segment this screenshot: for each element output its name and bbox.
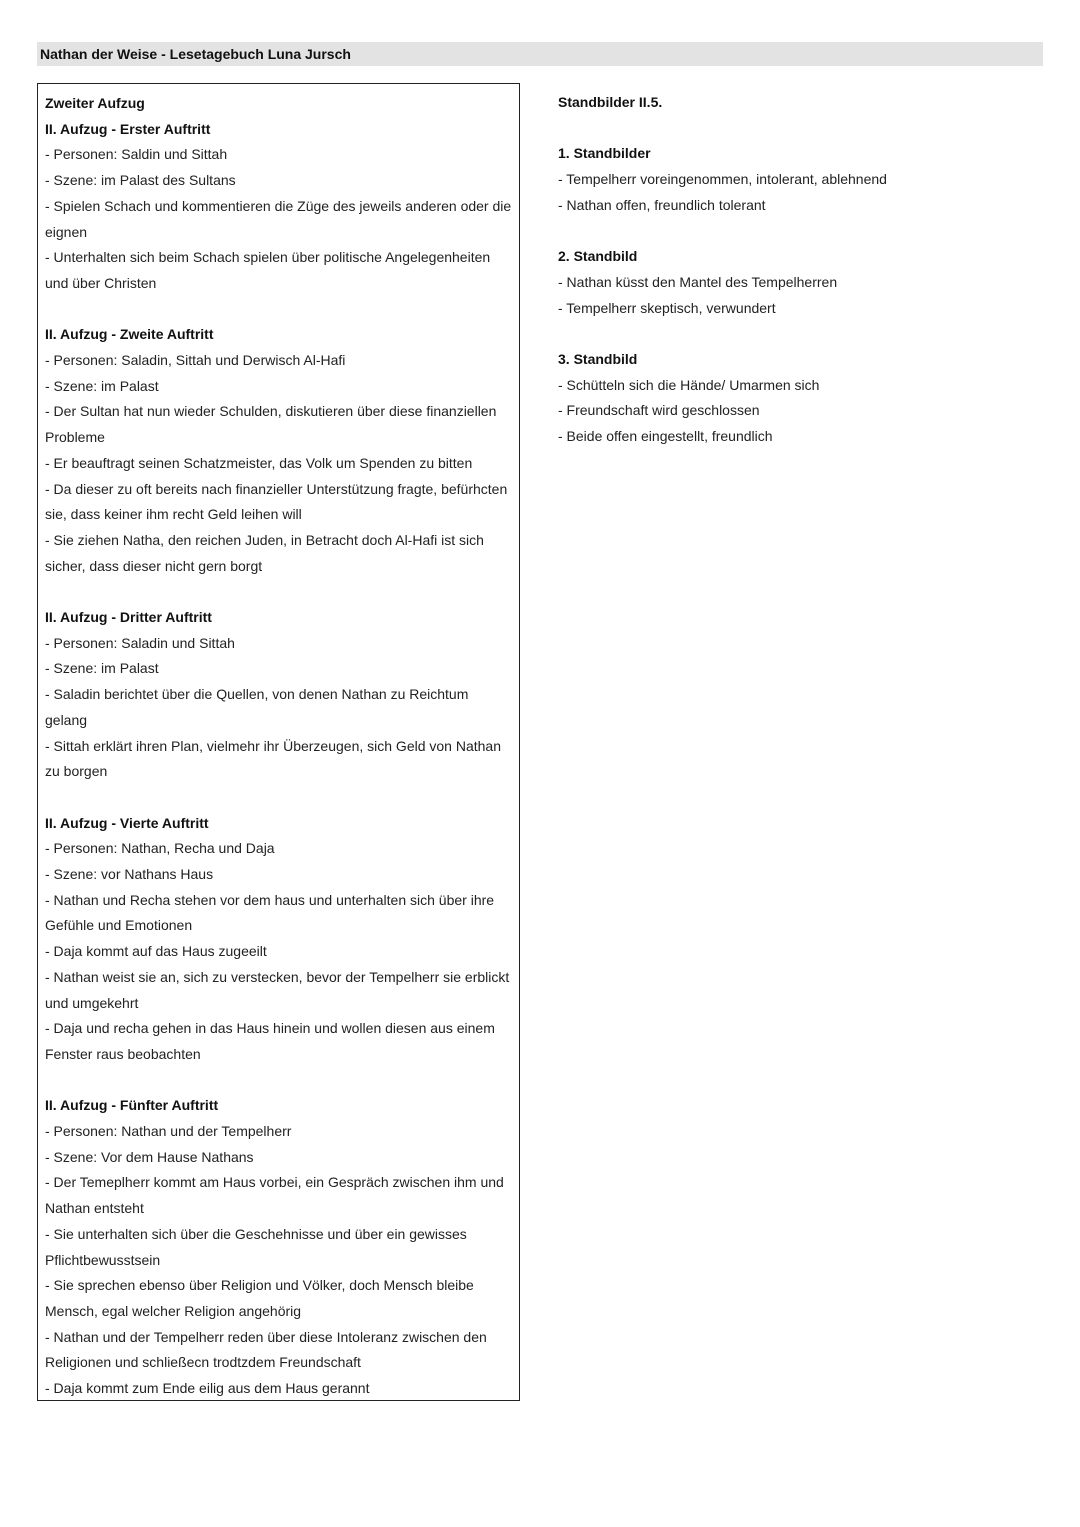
left-heading: Zweiter Aufzug: [45, 95, 145, 111]
section-line: - Personen: Nathan und der Tempelherr: [45, 1123, 292, 1140]
section-line: - Nathan und Recha stehen vor dem haus und unterhalten sich über ihre: [45, 891, 495, 908]
section-line: - Personen: Saladin, Sittah und Derwisch Al-Hafi: [45, 352, 346, 369]
section-line: und umgekehrt: [45, 994, 139, 1011]
section-line: - Nathan küsst den Mantel des Tempelherren: [558, 273, 838, 290]
right-standbilder-column: [558, 90, 1038, 450]
header-bar: [37, 42, 1043, 66]
section-line: - Tempelherr skeptisch, verwundert: [558, 299, 776, 316]
document-title: Nathan der Weise - Lesetagebuch Luna Jursch: [40, 46, 351, 62]
section-line: - Daja kommt zum Ende eilig aus dem Haus gerannt: [45, 1380, 370, 1397]
section-line: zu borgen: [45, 763, 108, 780]
section-spacer: [558, 116, 1038, 142]
section-line: Nathan entsteht: [45, 1200, 144, 1217]
section-line: - Szene: im Palast des Sultans: [45, 172, 236, 189]
section-spacer: [45, 297, 515, 323]
section-line: eignen: [45, 223, 88, 240]
section-line: - Szene: im Palast: [45, 377, 159, 394]
section-spacer: [45, 785, 515, 811]
left-summary-box: [37, 83, 520, 1401]
section-title: 2. Standbild: [558, 248, 638, 265]
section-line: - Sie sprechen ebenso über Religion und Völker, doch Mensch bleibe: [45, 1277, 474, 1294]
section-title: II. Aufzug - Dritter Auftritt: [45, 609, 212, 626]
section-line: - Sie unterhalten sich über die Geschehnisse und über ein gewisses: [45, 1225, 467, 1242]
section-title: 1. Standbilder: [558, 145, 651, 162]
section-spacer: [558, 219, 1038, 245]
section-line: - Szene: Vor dem Hause Nathans: [45, 1148, 254, 1165]
section-line: - Daja und recha gehen in das Haus hinein und wollen diesen aus einem: [45, 1020, 495, 1037]
section-line: - Beide offen eingestellt, freundlich: [558, 428, 773, 445]
section-line: - Szene: im Palast: [45, 660, 159, 677]
section-line: - Personen: Saladin und Sittah: [45, 634, 235, 651]
section-line: - Nathan und der Tempelherr reden über diese Intoleranz zwischen den: [45, 1328, 487, 1345]
section-line: - Schütteln sich die Hände/ Umarmen sich: [558, 376, 820, 393]
right-heading: Standbilder II.5.: [558, 94, 663, 110]
section-line: - Da dieser zu oft bereits nach finanzieller Unterstützung fragte, befürhcten: [45, 480, 508, 497]
section-line: sie, dass keiner ihm recht Geld leihen will: [45, 506, 302, 523]
section-line: - Der Sultan hat nun wieder Schulden, diskutieren über diese finanziellen: [45, 403, 497, 420]
section-line: Probleme: [45, 429, 105, 446]
section-line: - Der Temeplherr kommt am Haus vorbei, ein Gespräch zwischen ihm und: [45, 1174, 504, 1191]
section-line: - Freundschaft wird geschlossen: [558, 402, 760, 419]
section-line: Pflichtbewusstsein: [45, 1251, 161, 1268]
section-title: II. Aufzug - Erster Auftritt: [45, 120, 211, 137]
section-line: gelang: [45, 711, 88, 728]
section-line: - Sittah erklärt ihren Plan, vielmehr ihr Überzeugen, sich Geld von Nathan: [45, 737, 501, 754]
section-line: - Tempelherr voreingenommen, intolerant, ablehnend: [558, 171, 887, 188]
section-line: und über Christen: [45, 274, 157, 291]
section-title: II. Aufzug - Fünfter Auftritt: [45, 1097, 219, 1114]
section-line: - Sie ziehen Natha, den reichen Juden, in Betracht doch Al-Hafi ist sich: [45, 531, 484, 548]
section-line: - Personen: Nathan, Recha und Daja: [45, 840, 275, 857]
section-line: - Saladin berichtet über die Quellen, von denen Nathan zu Reichtum: [45, 686, 469, 703]
section-line: Gefühle und Emotionen: [45, 917, 193, 934]
section-line: Religionen und schließecn trodtzdem Freundschaft: [45, 1354, 361, 1371]
left-summary-content: [45, 91, 515, 1402]
section-title: II. Aufzug - Zweite Auftritt: [45, 326, 214, 343]
section-spacer: [558, 321, 1038, 347]
section-spacer: [45, 579, 515, 605]
section-spacer: [45, 1068, 515, 1094]
section-line: - Nathan weist sie an, sich zu verstecken, bevor der Tempelherr sie erblickt: [45, 968, 510, 985]
section-title: II. Aufzug - Vierte Auftritt: [45, 814, 209, 831]
section-line: Mensch, egal welcher Religion angehörig: [45, 1302, 302, 1319]
section-line: - Daja kommt auf das Haus zugeeilt: [45, 943, 267, 960]
section-line: - Szene: vor Nathans Haus: [45, 866, 214, 883]
section-line: - Nathan offen, freundlich tolerant: [558, 196, 766, 213]
section-line: sicher, dass dieser nicht gern borgt: [45, 557, 263, 574]
section-line: - Unterhalten sich beim Schach spielen über politische Angelegenheiten: [45, 249, 491, 266]
section-title: 3. Standbild: [558, 350, 638, 367]
section-line: - Personen: Saldin und Sittah: [45, 146, 228, 163]
section-line: - Spielen Schach und kommentieren die Züge des jeweils anderen oder die: [45, 197, 512, 214]
section-line: Fenster raus beobachten: [45, 1045, 201, 1062]
section-line: - Er beauftragt seinen Schatzmeister, das Volk um Spenden zu bitten: [45, 454, 473, 471]
